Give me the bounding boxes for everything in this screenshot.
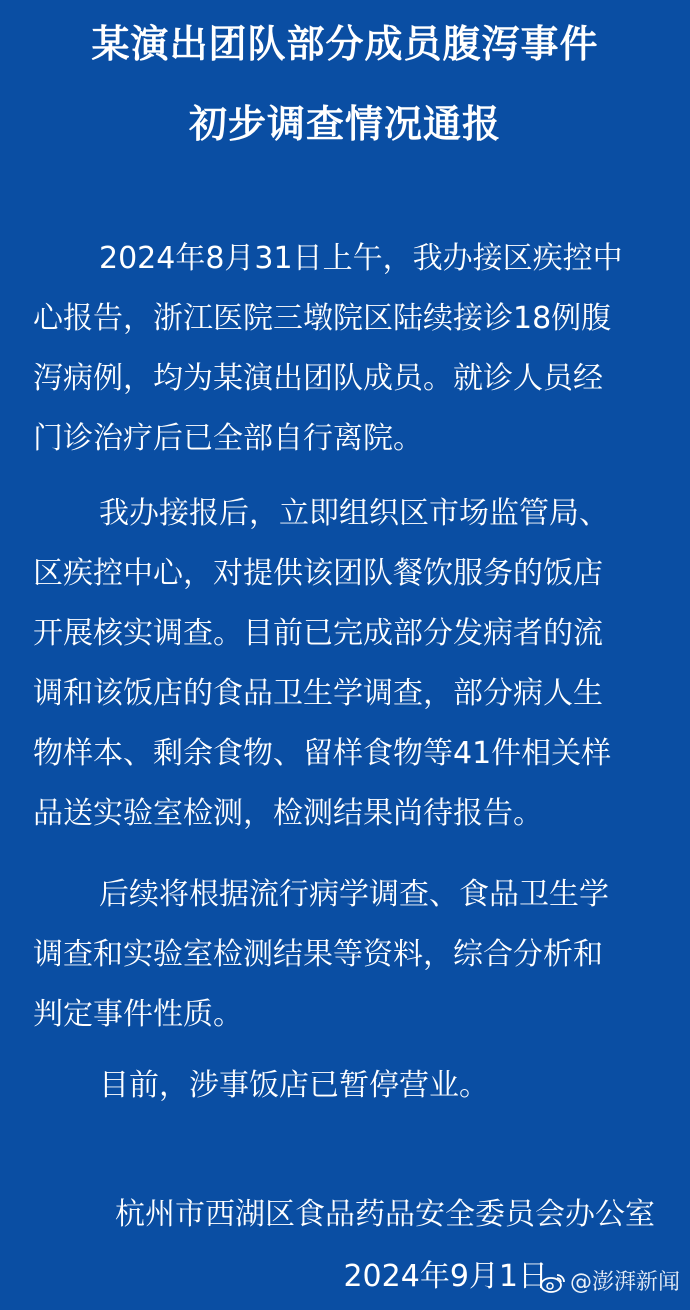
paragraph-3 [33,865,657,1045]
paragraph-line: 品送实验室检测，检测结果尚待报告。 [33,796,543,831]
paragraph-line: 我办接报后，立即组织区市场监管局、 [99,496,609,531]
title-line-1: 某演出团队部分成员腹泻事件 [91,22,599,66]
paragraph-line: 门诊治疗后已全部自行离院。 [33,421,423,456]
paragraph-4 [33,1056,657,1116]
paragraph-2 [33,484,657,844]
paragraph-line: 调和该饭店的食品卫生学调查，部分病人生 [33,676,603,711]
paragraph-line: 后续将根据流行病学调查、食品卫生学 [99,877,609,912]
paragraph-line: 目前，涉事饭店已暂停营业。 [99,1068,489,1103]
paragraph-line: 调查和实验室检测结果等资料，综合分析和 [33,937,603,972]
paragraph-1 [33,229,657,469]
paragraph-line: 区疾控中心，对提供该团队餐饮服务的饭店 [33,556,603,591]
issue-date: 2024年9月1日 [343,1259,548,1294]
watermark-text: @澎湃新闻 [569,1270,680,1295]
paragraph-line: 判定事件性质。 [33,997,243,1032]
paragraph-line: 心报告，浙江医院三墩院区陆续接诊18例腹 [33,301,612,336]
issuing-office: 杭州市西湖区食品药品安全委员会办公室 [115,1197,655,1232]
weibo-icon [540,1272,566,1294]
title-line-2: 初步调查情况通报 [188,102,501,146]
paragraph-line: 物样本、剩余食物、留样食物等41件相关样 [33,736,612,771]
paragraph-line: 2024年8月31日上午，我办接区疾控中 [99,241,623,276]
paragraph-line: 泻病例，均为某演出团队成员。就诊人员经 [33,361,603,396]
paragraph-line: 开展核实调查。目前已完成部分发病者的流 [33,616,603,651]
watermark [540,1268,680,1298]
